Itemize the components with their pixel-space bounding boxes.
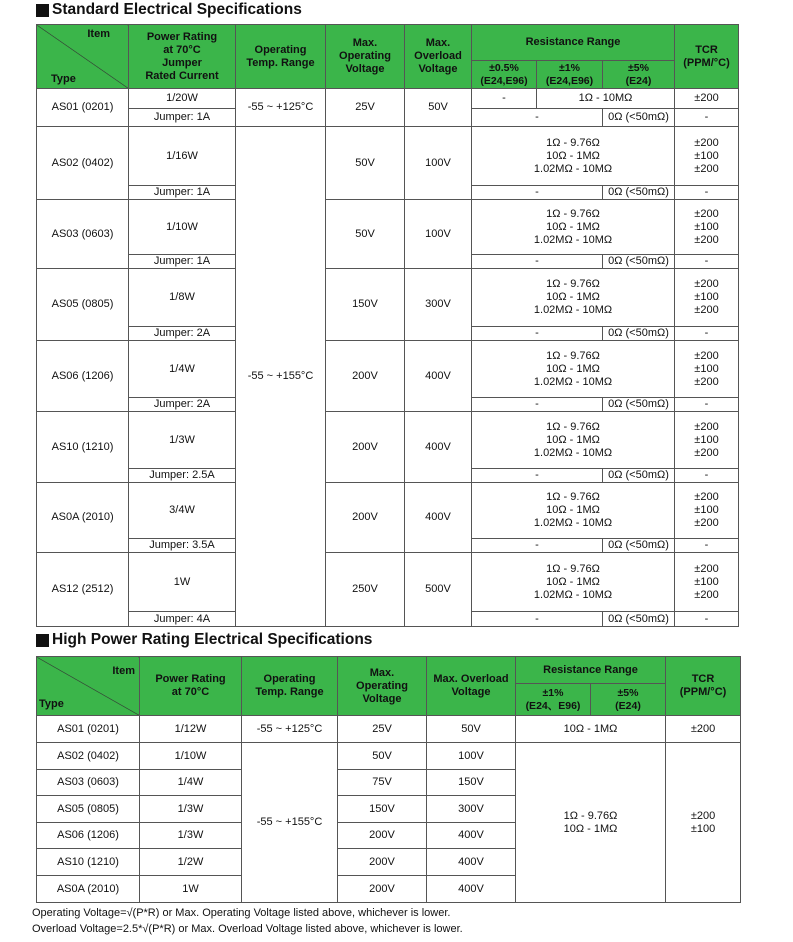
res-cell: 1Ω - 9.76Ω 10Ω - 1MΩ 1.02MΩ - 10MΩ [472, 127, 675, 186]
table-row [37, 716, 741, 743]
header-resistance-range: Resistance Range [516, 657, 666, 684]
power-cell: 3/4W [129, 483, 236, 539]
header-resistance-range: Resistance Range [472, 25, 675, 61]
header-item-type [37, 657, 140, 716]
type-cell: AS01 (0201) [37, 716, 140, 743]
jumper-tcr-cell: - [675, 327, 739, 341]
table-row [37, 269, 739, 327]
jumper-cell: Jumper: 4A [129, 612, 236, 627]
res-cell: 10Ω - 1MΩ [516, 716, 666, 743]
res-cell: 1Ω - 9.76Ω 10Ω - 1MΩ 1.02MΩ - 10MΩ [472, 341, 675, 398]
section-title-high-power [36, 631, 372, 649]
table-row [37, 412, 739, 469]
jumper-cell: Jumper: 2.5A [129, 469, 236, 483]
header-tcr: TCR (PPM/°C) [666, 657, 741, 716]
type-cell: AS0A (2010) [37, 876, 140, 903]
type-cell: AS01 (0201) [37, 89, 129, 127]
header-item: Item [112, 665, 135, 677]
header-power: Power Rating at 70°C Jumper Rated Current [129, 25, 236, 89]
jumper-cell: Jumper: 2A [129, 327, 236, 341]
header-item-type [37, 25, 129, 89]
header-tcr: TCR (PPM/°C) [675, 25, 739, 89]
vop-cell: 200V [338, 849, 427, 876]
power-cell: 1W [140, 876, 242, 903]
vov-cell: 300V [405, 269, 472, 341]
type-cell: AS10 (1210) [37, 412, 129, 483]
jumper-tcr-cell: - [675, 612, 739, 627]
header-max-overload: Max. Overload Voltage [405, 25, 472, 89]
type-cell: AS02 (0402) [37, 743, 140, 770]
jumper-cell: Jumper: 3.5A [129, 539, 236, 553]
jumper-dash-cell: - [472, 327, 603, 341]
jumper-tcr-cell: - [675, 539, 739, 553]
vop-cell: 25V [338, 716, 427, 743]
tcr-cell: ±200 ±100 ±200 [675, 269, 739, 327]
vov-cell: 400V [405, 412, 472, 483]
section-title-text: High Power Rating Electrical Specifications [52, 631, 373, 648]
vov-cell: 500V [405, 553, 472, 627]
res-cell: 1Ω - 9.76Ω 10Ω - 1MΩ 1.02MΩ - 10MΩ [472, 483, 675, 539]
table-row [37, 127, 739, 186]
vov-cell: 400V [405, 483, 472, 553]
jumper-dash-cell: - [472, 255, 603, 269]
vop-cell: 250V [326, 553, 405, 627]
jumper-res-cell: 0Ω (<50mΩ) [603, 398, 675, 412]
vop-cell: 200V [338, 876, 427, 903]
standard-spec-table [36, 24, 739, 627]
jumper-res-cell: 0Ω (<50mΩ) [603, 327, 675, 341]
res-cell: 1Ω - 9.76Ω 10Ω - 1MΩ 1.02MΩ - 10MΩ [472, 553, 675, 612]
vov-cell: 50V [427, 716, 516, 743]
vop-cell: 150V [338, 796, 427, 823]
type-cell: AS06 (1206) [37, 341, 129, 412]
vop-cell: 75V [338, 770, 427, 796]
tcr-cell: ±200 ±100 ±200 [675, 412, 739, 469]
jumper-tcr-cell: - [675, 186, 739, 200]
res-1-5-cell: 1Ω - 10MΩ [537, 89, 675, 109]
vov-cell: 300V [427, 796, 516, 823]
power-cell: 1/4W [140, 770, 242, 796]
power-cell: 1/4W [129, 341, 236, 398]
jumper-dash-cell: - [472, 109, 603, 127]
bullet-square-icon [36, 4, 49, 17]
note-operating-voltage: Operating Voltage=√(P*R) or Max. Operating Voltage listed above, whichever is lower. [32, 907, 451, 919]
res-cell: 1Ω - 9.76Ω 10Ω - 1MΩ 1.02MΩ - 10MΩ [472, 200, 675, 255]
res-05-cell: - [472, 89, 537, 109]
header-temp: Operating Temp. Range [242, 657, 338, 716]
jumper-tcr-cell: - [675, 398, 739, 412]
vov-cell: 100V [427, 743, 516, 770]
vop-cell: 25V [326, 89, 405, 127]
jumper-tcr-cell: - [675, 109, 739, 127]
temp-cell: -55 ~ +125°C [236, 89, 326, 127]
vov-cell: 400V [427, 849, 516, 876]
jumper-tcr-cell: - [675, 469, 739, 483]
section-title-text: Standard Electrical Specifications [52, 1, 302, 18]
jumper-dash-cell: - [472, 612, 603, 627]
jumper-cell: Jumper: 1A [129, 255, 236, 269]
table-row [37, 341, 739, 398]
header-max-operating: Max. Operating Voltage [326, 25, 405, 89]
table-row [37, 483, 739, 539]
jumper-res-cell: 0Ω (<50mΩ) [603, 539, 675, 553]
note-overload-voltage: Overload Voltage=2.5*√(P*R) or Max. Overload Voltage listed above, whichever is lower. [32, 923, 463, 935]
jumper-cell: Jumper: 1A [129, 109, 236, 127]
table-row [37, 200, 739, 255]
header-max-operating: Max. Operating Voltage [338, 657, 427, 716]
temp-cell: -55 ~ +125°C [242, 716, 338, 743]
power-cell: 1/2W [140, 849, 242, 876]
vop-cell: 50V [326, 200, 405, 269]
vop-cell: 200V [326, 341, 405, 412]
type-cell: AS03 (0603) [37, 200, 129, 269]
header-item: Item [87, 28, 110, 40]
header-power: Power Rating at 70°C [140, 657, 242, 716]
vov-cell: 100V [405, 127, 472, 200]
jumper-res-cell: 0Ω (<50mΩ) [603, 612, 675, 627]
vop-cell: 200V [338, 823, 427, 849]
power-cell: 1/10W [140, 743, 242, 770]
header-tol-1: ±1% (E24,E96) [537, 61, 603, 89]
type-cell: AS05 (0805) [37, 269, 129, 341]
vov-cell: 400V [405, 341, 472, 412]
res-cell: 1Ω - 9.76Ω 10Ω - 1MΩ 1.02MΩ - 10MΩ [472, 412, 675, 469]
jumper-res-cell: 0Ω (<50mΩ) [603, 469, 675, 483]
power-cell: 1W [129, 553, 236, 612]
header-type: Type [39, 698, 64, 710]
table-row [37, 743, 741, 770]
res-cell: 1Ω - 9.76Ω 10Ω - 1MΩ 1.02MΩ - 10MΩ [472, 269, 675, 327]
vop-cell: 50V [326, 127, 405, 200]
temp-cell: -55 ~ +155°C [236, 127, 326, 627]
type-cell: AS0A (2010) [37, 483, 129, 553]
jumper-dash-cell: - [472, 186, 603, 200]
tcr-cell: ±200 ±100 [666, 743, 741, 903]
header-type: Type [51, 73, 76, 85]
power-cell: 1/8W [129, 269, 236, 327]
header-tol-5: ±5% (E24) [591, 684, 666, 716]
table-row [37, 89, 739, 109]
jumper-dash-cell: - [472, 398, 603, 412]
vop-cell: 200V [326, 483, 405, 553]
type-cell: AS10 (1210) [37, 849, 140, 876]
type-cell: AS03 (0603) [37, 770, 140, 796]
vop-cell: 150V [326, 269, 405, 341]
type-cell: AS05 (0805) [37, 796, 140, 823]
tcr-cell: ±200 [666, 716, 741, 743]
header-tol-1: ±1% (E24、E96) [516, 684, 591, 716]
table-row [37, 553, 739, 612]
power-cell: 1/3W [140, 796, 242, 823]
jumper-res-cell: 0Ω (<50mΩ) [603, 186, 675, 200]
vop-cell: 200V [326, 412, 405, 483]
vov-cell: 400V [427, 823, 516, 849]
power-cell: 1/12W [140, 716, 242, 743]
temp-cell: -55 ~ +155°C [242, 743, 338, 903]
jumper-res-cell: 0Ω (<50mΩ) [603, 109, 675, 127]
jumper-dash-cell: - [472, 469, 603, 483]
type-cell: AS12 (2512) [37, 553, 129, 627]
vov-cell: 400V [427, 876, 516, 903]
tcr-cell: ±200 ±100 ±200 [675, 127, 739, 186]
power-cell: 1/10W [129, 200, 236, 255]
vov-cell: 50V [405, 89, 472, 127]
bullet-square-icon [36, 634, 49, 647]
jumper-res-cell: 0Ω (<50mΩ) [603, 255, 675, 269]
tcr-cell: ±200 [675, 89, 739, 109]
tcr-cell: ±200 ±100 ±200 [675, 483, 739, 539]
header-tol-05: ±0.5% (E24,E96) [472, 61, 537, 89]
type-cell: AS02 (0402) [37, 127, 129, 200]
jumper-tcr-cell: - [675, 255, 739, 269]
header-max-overload: Max. Overload Voltage [427, 657, 516, 716]
power-cell: 1/3W [140, 823, 242, 849]
res-cell: 1Ω - 9.76Ω 10Ω - 1MΩ [516, 743, 666, 903]
tcr-cell: ±200 ±100 ±200 [675, 200, 739, 255]
header-temp: Operating Temp. Range [236, 25, 326, 89]
power-cell: 1/16W [129, 127, 236, 186]
type-cell: AS06 (1206) [37, 823, 140, 849]
vop-cell: 50V [338, 743, 427, 770]
jumper-dash-cell: - [472, 539, 603, 553]
section-title-standard [36, 1, 302, 19]
power-cell: 1/20W [129, 89, 236, 109]
vov-cell: 150V [427, 770, 516, 796]
vov-cell: 100V [405, 200, 472, 269]
header-tol-5: ±5% (E24) [603, 61, 675, 89]
jumper-cell: Jumper: 1A [129, 186, 236, 200]
tcr-cell: ±200 ±100 ±200 [675, 341, 739, 398]
power-cell: 1/3W [129, 412, 236, 469]
high-power-spec-table [36, 656, 741, 903]
jumper-cell: Jumper: 2A [129, 398, 236, 412]
tcr-cell: ±200 ±100 ±200 [675, 553, 739, 612]
